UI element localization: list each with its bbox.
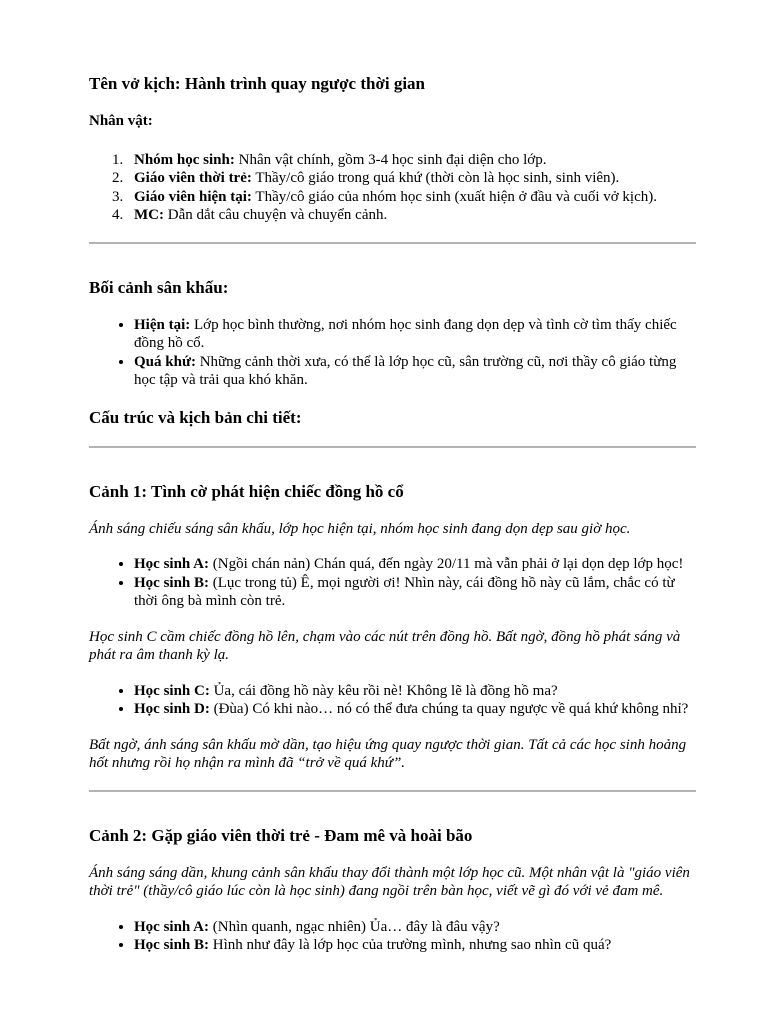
- list-item: [134, 700, 696, 719]
- play-title: Tên vở kịch: Hành trình quay ngược thời gian: [89, 74, 426, 93]
- dialogue-text: (Lục trong tủ) Ê, mọi người ơi! Nhìn này, cái đồng hồ này cũ lắm, chắc có từ thời ông bà mình còn trẻ.: [134, 574, 675, 609]
- item-text: Nhân vật chính, gồm 3-4 học sinh đại diện cho lớp.: [234, 151, 547, 168]
- setting-heading: Bối cảnh sân khấu:: [89, 277, 229, 297]
- scene1-heading: Cảnh 1: Tình cờ phát hiện chiếc đồng hồ cổ: [89, 481, 404, 501]
- list-item: [134, 574, 696, 611]
- item-label: Giáo viên thời trẻ:: [134, 170, 252, 186]
- stage-direction: Ánh sáng sáng dần, khung cảnh sân khấu thay đổi thành một lớp học cũ. Một nhân vật là "giáo viên thời trẻ" (thầy/cô giáo lúc còn là học sinh) đang ngồi trên bàn học, viết vẽ gì đó với vẻ đam mê.: [89, 864, 690, 899]
- list-item: [134, 353, 696, 390]
- dialogue-text: (Ngồi chán nản) Chán quá, đến ngày 20/11 mà vẫn phải ở lại dọn dẹp lớp học!: [209, 556, 684, 572]
- item-number: 4.: [112, 207, 124, 223]
- speaker-label: Học sinh B:: [134, 937, 210, 953]
- speaker-label: Học sinh A:: [134, 556, 210, 572]
- dialogue-list: [89, 918, 696, 955]
- list-item: [112, 206, 696, 225]
- speaker-label: Học sinh B:: [134, 574, 210, 591]
- item-text: Lớp học bình thường, nơi nhóm học sinh đang dọn dẹp và tình cờ tìm thấy chiếc đồng hồ cổ.: [134, 316, 677, 351]
- item-number: 1.: [112, 151, 124, 168]
- dialogue-text: Hình như đây là lớp học của trường mình, nhưng sao nhìn cũ quá?: [209, 937, 612, 953]
- list-item: [134, 682, 696, 701]
- item-text: Những cảnh thời xưa, có thể là lớp học cũ, sân trường cũ, nơi thầy cô giáo từng học tập và trải qua khó khăn.: [134, 353, 677, 388]
- setting-list: [89, 316, 696, 390]
- dialogue-list: [89, 682, 696, 719]
- item-number: 3.: [112, 188, 124, 205]
- stage-direction: Ánh sáng chiếu sáng sân khấu, lớp học hiện tại, nhóm học sinh đang dọn dẹp sau giờ học.: [89, 520, 631, 537]
- item-label: Giáo viên hiện tại:: [134, 188, 252, 205]
- dialogue-text: Ủa, cái đồng hồ này kêu rồi nè! Không lẽ là đồng hồ ma?: [209, 682, 558, 699]
- list-item: [134, 555, 696, 574]
- speaker-label: Học sinh A:: [134, 918, 210, 935]
- stage-direction: Học sinh C cầm chiếc đồng hồ lên, chạm vào các nút trên đồng hồ. Bất ngờ, đồng hồ phát sáng và phát ra âm thanh kỳ lạ.: [89, 628, 681, 663]
- list-item: [134, 316, 696, 353]
- characters-heading: Nhân vật:: [89, 113, 153, 129]
- item-label: MC:: [134, 207, 164, 223]
- list-item: [112, 151, 696, 170]
- item-label: Quá khứ:: [134, 353, 196, 370]
- item-label: Nhóm học sinh:: [134, 151, 235, 168]
- stage-direction: Bất ngờ, ánh sáng sân khấu mờ dần, tạo hiệu ứng quay ngược thời gian. Tất cả các học sinh hoảng hốt nhưng rồi họ nhận ra mình đã “trở về quá khứ”.: [89, 736, 687, 771]
- list-item: [134, 918, 696, 937]
- list-item: [112, 188, 696, 207]
- dialogue-text: (Nhìn quanh, ngạc nhiên) Ủa… đây là đâu vậy?: [209, 918, 500, 935]
- structure-heading: Cấu trúc và kịch bản chi tiết:: [89, 407, 302, 427]
- item-number: 2.: [112, 170, 124, 186]
- dialogue-text: (Đùa) Có khi nào… nó có thể đưa chúng ta quay ngược về quá khứ không nhỉ?: [209, 701, 689, 717]
- speaker-label: Học sinh D:: [134, 701, 210, 717]
- item-text: Thầy/cô giáo của nhóm học sinh (xuất hiện ở đầu và cuối vở kịch).: [251, 188, 657, 205]
- characters-list: [89, 151, 696, 225]
- list-item: [134, 936, 696, 955]
- scene2-heading: Cảnh 2: Gặp giáo viên thời trẻ - Đam mê và hoài bão: [89, 825, 473, 845]
- item-text: Dẫn dắt câu chuyện và chuyển cảnh.: [164, 207, 388, 223]
- speaker-label: Học sinh C:: [134, 682, 210, 699]
- item-text: Thầy/cô giáo trong quá khứ (thời còn là học sinh, sinh viên).: [251, 170, 620, 186]
- dialogue-list: [89, 555, 696, 611]
- list-item: [112, 169, 696, 188]
- item-label: Hiện tại:: [134, 316, 191, 333]
